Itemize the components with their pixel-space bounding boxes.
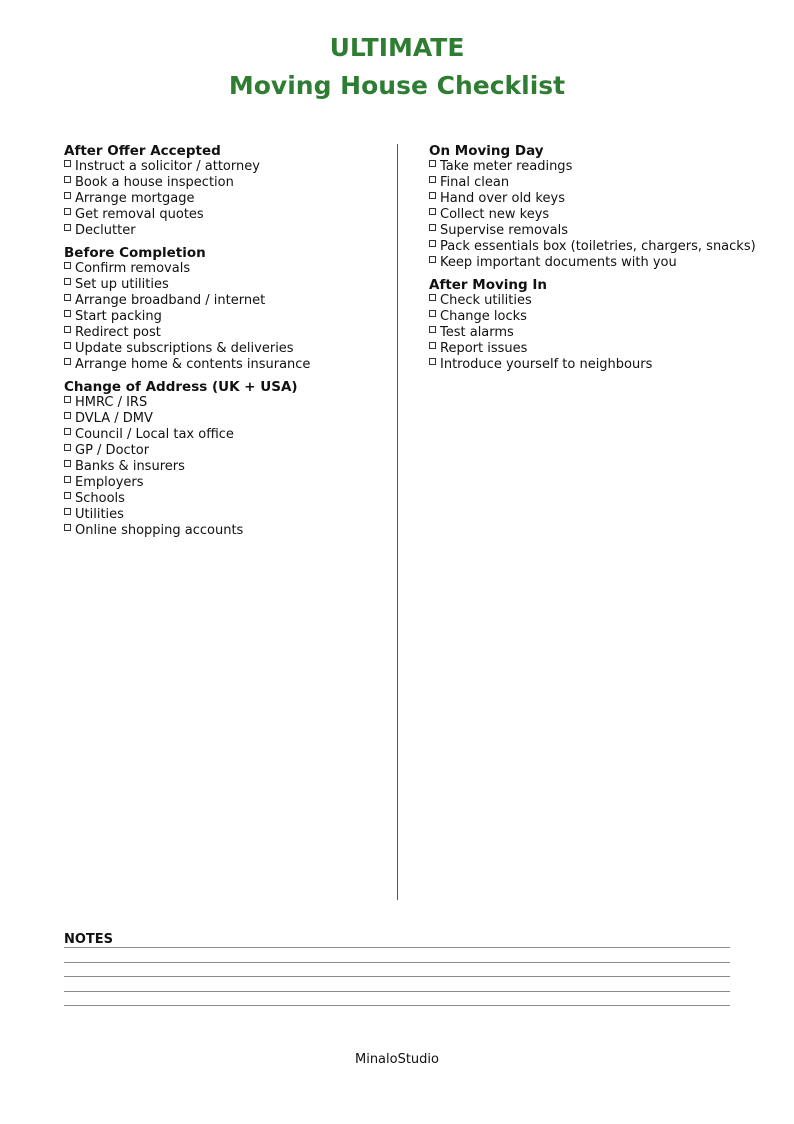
section-after-moving-in — [429, 277, 774, 373]
checkbox-icon[interactable] — [429, 240, 436, 247]
notes-heading: NOTES — [64, 932, 114, 947]
checklist-item[interactable] — [429, 239, 774, 255]
checklist-item[interactable] — [64, 395, 384, 411]
checklist-item-label: Collect new keys — [440, 207, 550, 222]
checkbox-icon[interactable] — [64, 396, 71, 403]
checklist-item[interactable] — [64, 411, 384, 427]
checklist-item-label: Arrange broadband / internet — [75, 293, 266, 308]
checkbox-icon[interactable] — [64, 326, 71, 333]
checklist-item[interactable] — [429, 159, 774, 175]
section-heading: On Moving Day — [429, 143, 544, 159]
checklist-item[interactable] — [429, 325, 774, 341]
checklist-item-label: Instruct a solicitor / attorney — [75, 159, 260, 174]
checklist-item[interactable] — [64, 293, 384, 309]
left-column — [64, 143, 384, 545]
section-heading: Before Completion — [64, 245, 206, 261]
section-heading: After Moving In — [429, 277, 548, 293]
checkbox-icon[interactable] — [429, 208, 436, 215]
notes-line[interactable] — [64, 976, 730, 977]
checklist-item-label: DVLA / DMV — [75, 411, 153, 426]
checklist-item-label: Test alarms — [440, 325, 514, 340]
checklist-item-label: Change locks — [440, 309, 527, 324]
checklist-item-label: Online shopping accounts — [75, 523, 244, 538]
checklist-item[interactable] — [64, 357, 384, 373]
checklist-item[interactable] — [429, 207, 774, 223]
checkbox-icon[interactable] — [429, 326, 436, 333]
checklist-item-label: Declutter — [75, 223, 136, 238]
notes-line[interactable] — [64, 1005, 730, 1006]
checkbox-icon[interactable] — [64, 492, 71, 499]
checkbox-icon[interactable] — [429, 192, 436, 199]
checkbox-icon[interactable] — [64, 428, 71, 435]
section-heading: After Offer Accepted — [64, 143, 221, 159]
checklist-item[interactable] — [64, 175, 384, 191]
section-before-completion — [64, 245, 384, 373]
checkbox-icon[interactable] — [429, 176, 436, 183]
checklist-item[interactable] — [64, 207, 384, 223]
checkbox-icon[interactable] — [64, 224, 71, 231]
checkbox-icon[interactable] — [64, 310, 71, 317]
checklist-item[interactable] — [64, 325, 384, 341]
checklist-item[interactable] — [429, 223, 774, 239]
checklist-item[interactable] — [64, 475, 384, 491]
notes-line[interactable] — [64, 991, 730, 992]
checklist-item-label: GP / Doctor — [75, 443, 150, 458]
checklist-item-label: Arrange mortgage — [75, 191, 195, 206]
checkbox-icon[interactable] — [64, 444, 71, 451]
checklist-item-label: Hand over old keys — [440, 191, 565, 206]
checklist-item[interactable] — [64, 309, 384, 325]
section-on-moving-day — [429, 143, 774, 271]
section-heading: Change of Address (UK + USA) — [64, 379, 298, 395]
title-line-1: ULTIMATE — [329, 33, 465, 62]
checkbox-icon[interactable] — [64, 342, 71, 349]
checklist-item-label: Supervise removals — [440, 223, 569, 238]
checkbox-icon[interactable] — [64, 476, 71, 483]
checkbox-icon[interactable] — [64, 208, 71, 215]
checkbox-icon[interactable] — [429, 160, 436, 167]
checklist-item[interactable] — [64, 427, 384, 443]
checkbox-icon[interactable] — [64, 176, 71, 183]
checkbox-icon[interactable] — [64, 412, 71, 419]
notes-line[interactable] — [64, 962, 730, 963]
checklist-item-label: Get removal quotes — [75, 207, 204, 222]
checklist-item-label: Utilities — [75, 507, 124, 522]
section-after-offer-accepted — [64, 143, 384, 239]
checklist-item-label: HMRC / IRS — [75, 395, 148, 410]
checklist-item[interactable] — [64, 491, 384, 507]
checklist-item-label: Employers — [75, 475, 144, 490]
checkbox-icon[interactable] — [64, 460, 71, 467]
checklist-item[interactable] — [64, 223, 384, 239]
footer-brand: MinaloStudio — [354, 1052, 439, 1067]
checklist-item-label: Council / Local tax office — [75, 427, 234, 442]
checklist-item-label: Keep important documents with you — [440, 255, 677, 270]
checkbox-icon[interactable] — [64, 160, 71, 167]
checkbox-icon[interactable] — [64, 508, 71, 515]
checklist-item[interactable] — [429, 255, 774, 271]
section-change-of-address — [64, 379, 384, 539]
checklist-item[interactable] — [64, 443, 384, 459]
checklist-item-label: Schools — [75, 491, 125, 506]
checklist-item-label: Start packing — [75, 309, 162, 324]
checklist-item[interactable] — [64, 507, 384, 523]
checklist-item-label: Confirm removals — [75, 261, 191, 276]
checklist-item-label: Check utilities — [440, 293, 532, 308]
checklist-item[interactable] — [429, 191, 774, 207]
column-divider — [397, 144, 398, 900]
checklist-item-label: Take meter readings — [440, 159, 573, 174]
checkbox-icon[interactable] — [64, 192, 71, 199]
checkbox-icon[interactable] — [64, 294, 71, 301]
checkbox-icon[interactable] — [64, 278, 71, 285]
checklist-item[interactable] — [429, 293, 774, 309]
checklist-item-label: Update subscriptions & deliveries — [75, 341, 294, 356]
checkbox-icon[interactable] — [64, 358, 71, 365]
checkbox-icon[interactable] — [64, 262, 71, 269]
checklist-item[interactable] — [429, 357, 774, 373]
checklist-item[interactable] — [429, 341, 774, 357]
checkbox-icon[interactable] — [429, 310, 436, 317]
checkbox-icon[interactable] — [429, 224, 436, 231]
checklist-item[interactable] — [64, 191, 384, 207]
checklist-item[interactable] — [64, 341, 384, 357]
checklist-item-label: Book a house inspection — [75, 175, 234, 190]
checklist-item[interactable] — [64, 159, 384, 175]
checkbox-icon[interactable] — [429, 256, 436, 263]
checklist-item-label: Arrange home & contents insurance — [75, 357, 311, 372]
checklist-item-label: Report issues — [440, 341, 528, 356]
checkbox-icon[interactable] — [429, 342, 436, 349]
right-column — [429, 143, 774, 379]
checkbox-icon[interactable] — [429, 358, 436, 365]
checklist-item[interactable] — [429, 175, 774, 191]
checklist-item[interactable] — [64, 523, 384, 539]
checklist-item-label: Pack essentials box (toiletries, chargers, snacks) — [440, 239, 756, 254]
checkbox-icon[interactable] — [429, 294, 436, 301]
checklist-item-label: Set up utilities — [75, 277, 169, 292]
title-line-2: Moving House Checklist — [228, 71, 566, 100]
checklist-item-label: Final clean — [440, 175, 510, 190]
checklist-item[interactable] — [64, 261, 384, 277]
checklist-item[interactable] — [64, 459, 384, 475]
checklist-item[interactable] — [429, 309, 774, 325]
checklist-item-label: Redirect post — [75, 325, 161, 340]
checklist-item[interactable] — [64, 277, 384, 293]
notes-line[interactable] — [64, 947, 730, 948]
checklist-item-label: Banks & insurers — [75, 459, 185, 474]
checkbox-icon[interactable] — [64, 524, 71, 531]
checklist-item-label: Introduce yourself to neighbours — [440, 357, 653, 372]
